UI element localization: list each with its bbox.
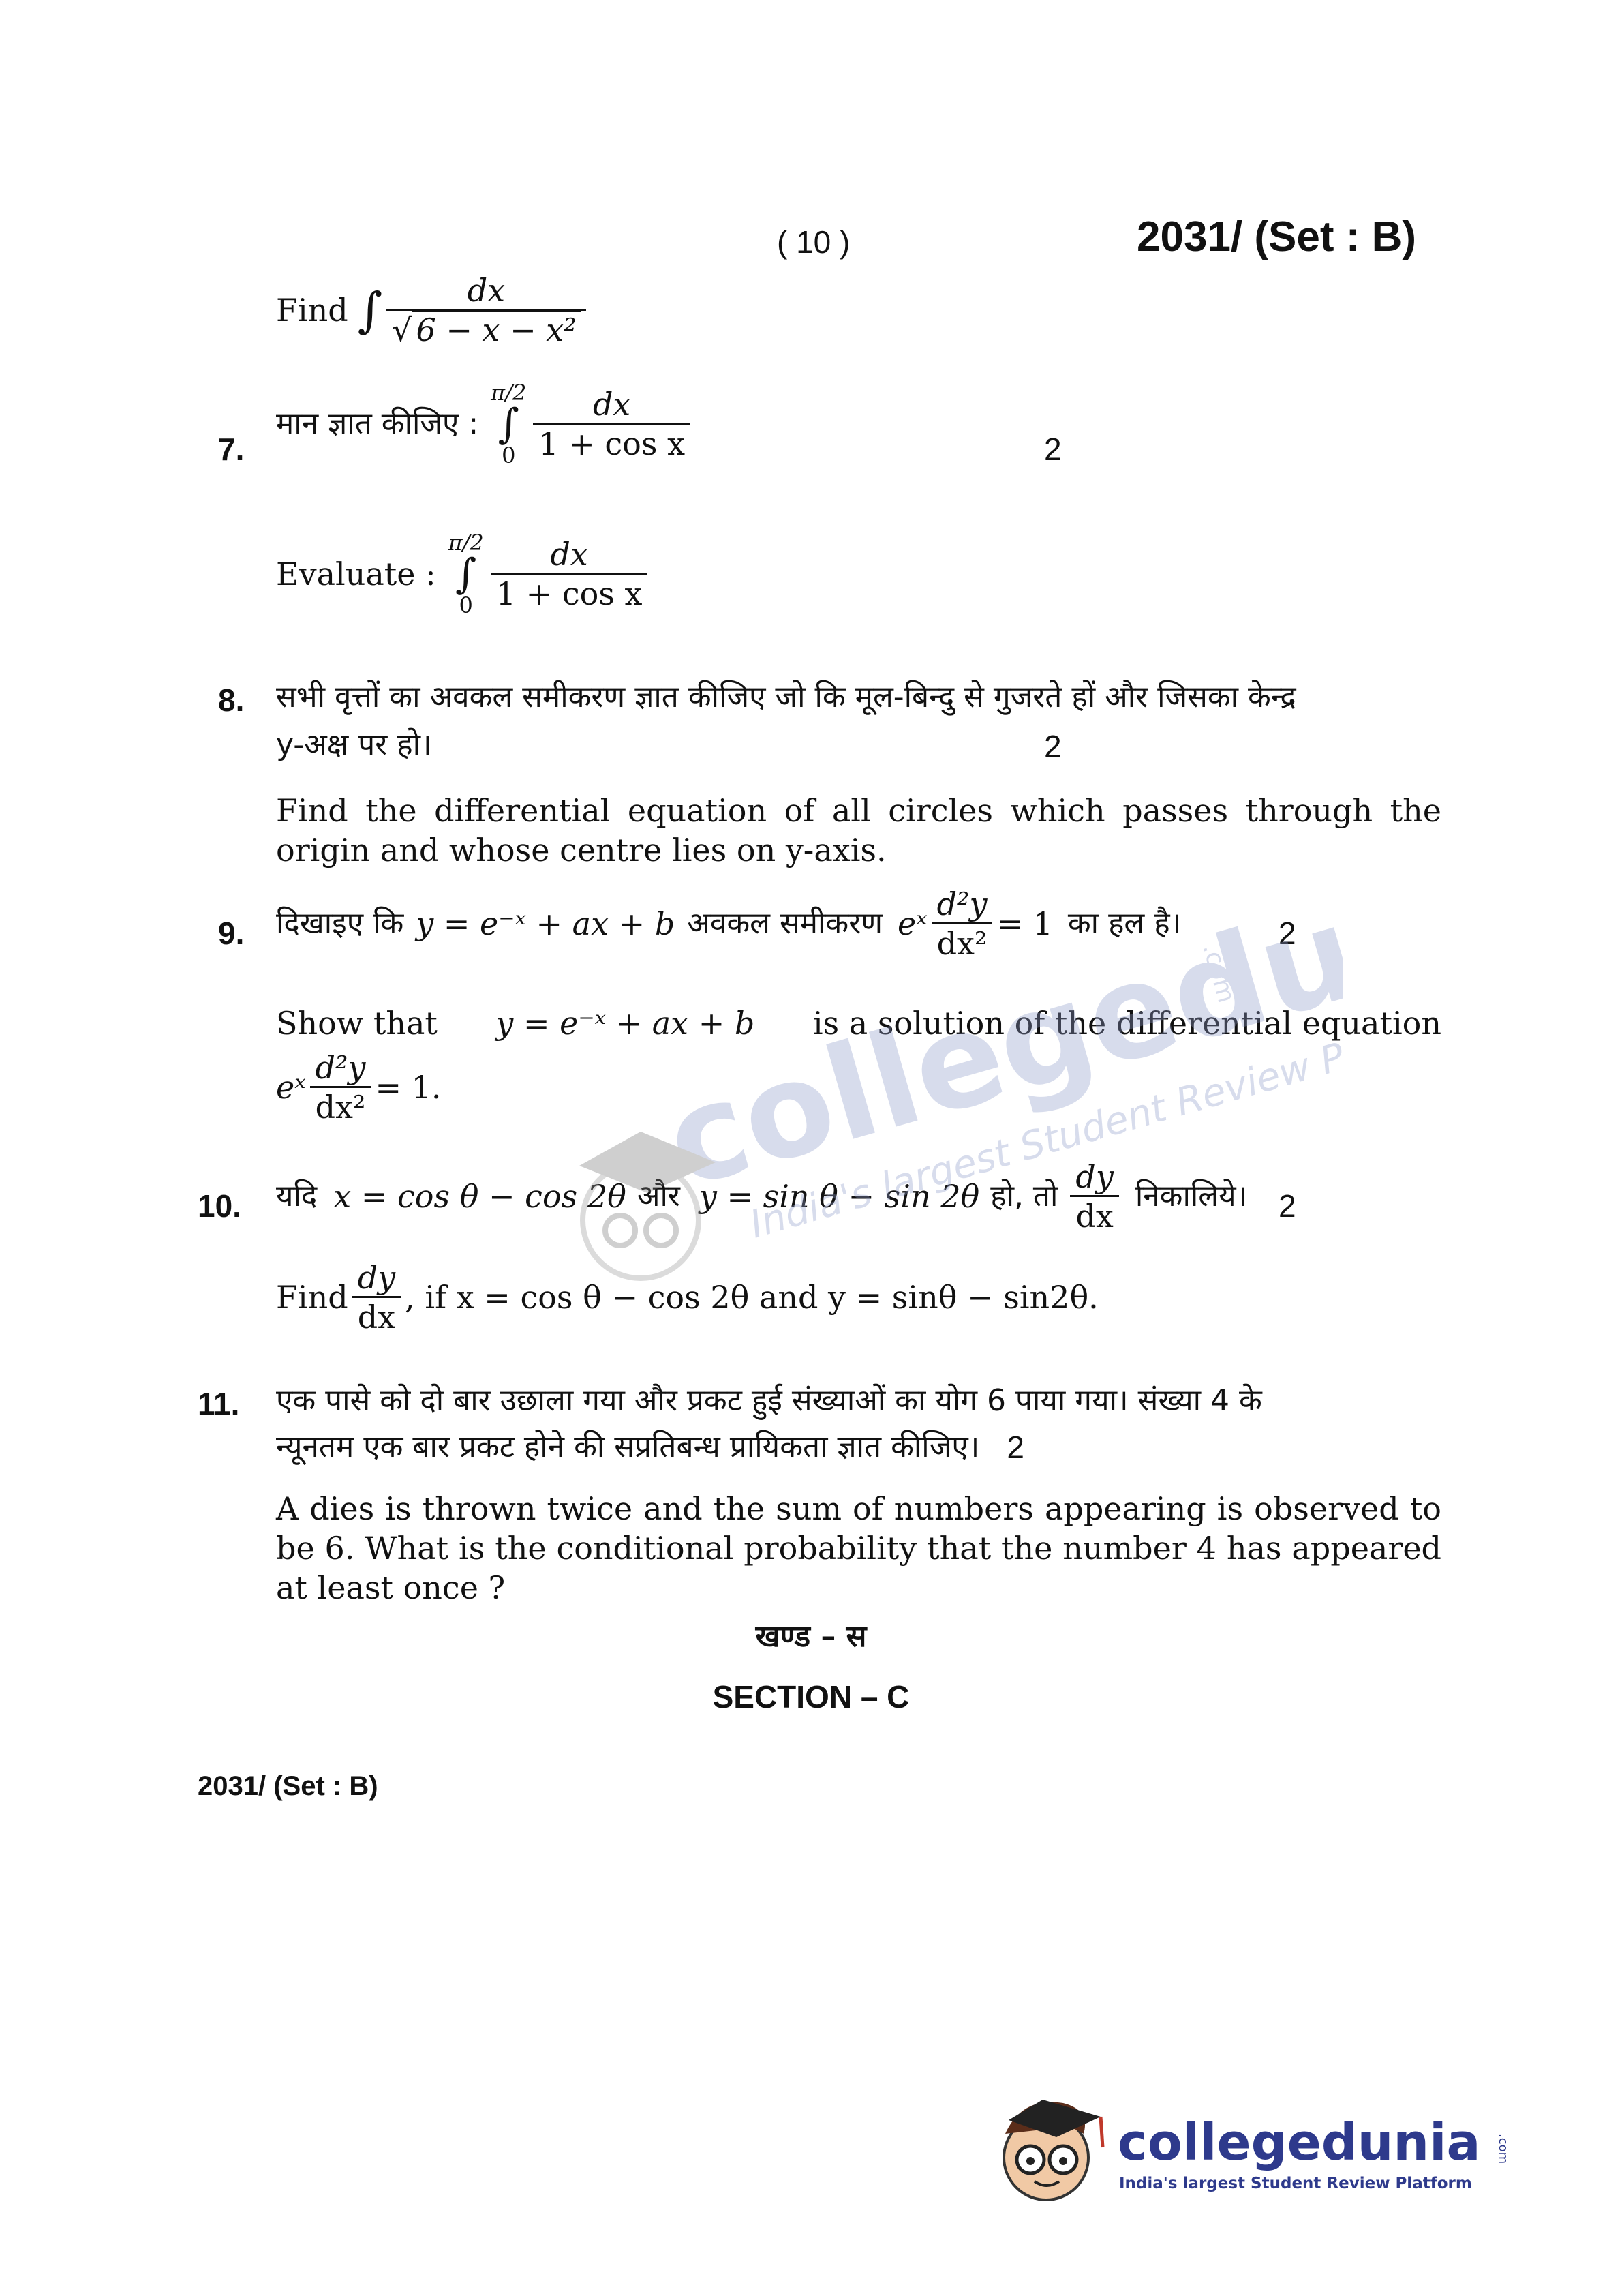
q6-numerator: dx <box>467 272 506 309</box>
q10-number: 10. <box>198 1188 241 1224</box>
q10-hi-then: हो, तो <box>990 1179 1058 1214</box>
q10-en-find: Find <box>276 1279 348 1316</box>
mascot-icon <box>1004 2100 1103 2200</box>
q10-en-numerator: dy <box>357 1259 396 1296</box>
collegedunia-logo <box>981 2079 1527 2216</box>
q9-en-denominator: dx² <box>310 1086 371 1126</box>
q11-hindi-line2-row <box>276 1423 1024 1471</box>
q9-number: 9. <box>218 916 245 951</box>
q9-marks: 2 <box>1279 916 1296 951</box>
q9-hi-mid: अवकल समीकरण <box>687 906 883 941</box>
q7-numerator: dx <box>592 385 631 423</box>
q6-fraction <box>386 273 585 348</box>
q10-en-denominator: dx <box>352 1296 401 1335</box>
q9-en-pre: Show that <box>276 1005 438 1042</box>
q6-english <box>276 273 590 348</box>
section-heading-english: SECTION – C <box>712 1679 910 1715</box>
q9-denominator: dx² <box>932 922 993 962</box>
q9-equals: = 1 <box>996 905 1053 943</box>
set-label: 2031/ (Set : B) <box>1137 213 1417 260</box>
q7-en-lower-limit: 0 <box>459 592 473 618</box>
q7-upper-limit: π/2 <box>491 380 527 406</box>
q10-x-expr: x = cos θ − cos 2θ <box>333 1178 626 1215</box>
page-number: ( 10 ) <box>777 224 851 260</box>
q10-marks: 2 <box>1279 1188 1296 1224</box>
logo-tagline: India's largest Student Review Platform <box>1119 2175 1472 2192</box>
q9-hindi <box>276 886 1181 962</box>
q9-en-expr: y = e⁻ˣ + ax + b <box>495 1005 755 1042</box>
q7-fraction <box>533 387 690 462</box>
integral-symbol: ∫ <box>498 400 519 448</box>
q9-numerator: d²y <box>936 886 988 922</box>
q9-ex: eˣ <box>898 905 928 943</box>
q6-radicand: 6 − x − x² <box>412 309 581 348</box>
q7-en-integral-limits <box>448 532 484 616</box>
q8-marks: 2 <box>1044 729 1062 764</box>
q9-hi-pre: दिखाइए कि <box>276 906 404 941</box>
q6-find-label: Find <box>276 292 348 329</box>
watermark-tagline: India's largest Student Review Platform <box>745 996 1343 1248</box>
q9-en-end: = 1. <box>375 1069 442 1106</box>
q7-en-fraction <box>491 537 648 612</box>
integral-symbol: ∫ <box>455 550 477 598</box>
q9-expr: y = e⁻ˣ + ax + b <box>416 905 675 943</box>
q11-marks: 2 <box>1007 1430 1024 1465</box>
q10-en-fraction <box>352 1260 401 1335</box>
q11-hindi-line2: न्यूनतम एक बार प्रकट होने की सप्रतिबन्ध प्रायिकता ज्ञात कीजिए। <box>276 1430 980 1464</box>
q8-english: Find the differential equation of all circles which passes through the origin and whose centre lies on y-axis. <box>276 792 1441 868</box>
q7-hindi-text: मान ज्ञात कीजिए : <box>276 406 479 441</box>
q9-en-post: is a solution of the differential equation <box>812 1005 1441 1042</box>
q9-en-numerator: d²y <box>315 1049 366 1086</box>
q10-numerator: dy <box>1075 1158 1114 1195</box>
q7-denominator: 1 + cos x <box>533 423 690 462</box>
q10-fraction <box>1070 1159 1118 1235</box>
q9-english-line1 <box>276 1003 1441 1043</box>
q10-hi-post: निकालिये। <box>1135 1179 1248 1214</box>
q8-hindi-line1: सभी वृत्तों का अवकल समीकरण ज्ञात कीजिए जो कि मूल-बिन्दु से गुजरते हों और जिसका केन्द्र <box>276 680 1296 714</box>
q11-number: 11. <box>198 1386 240 1421</box>
q10-hi-pre: यदि <box>276 1179 318 1214</box>
q9-english-line2 <box>276 1050 442 1126</box>
q9-hi-post: का हल है। <box>1067 906 1182 941</box>
q11-english: A dies is thrown twice and the sum of numbers appearing is observed to be 6. What is the conditional probability that the number 4 has appeared at least once ? <box>276 1490 1441 1606</box>
logo-name: collegedunia <box>1118 2113 1481 2172</box>
q11-hindi-line1: एक पासे को दो बार उछाला गया और प्रकट हुई संख्याओं का योग 6 पाया गया। संख्या 4 के <box>276 1383 1262 1418</box>
q6-denominator: √ 6 − x − x² <box>386 309 585 348</box>
q7-hindi <box>276 382 694 466</box>
q7-integral-limits <box>491 382 526 466</box>
q8-hindi-line2: y-अक्ष पर हो। <box>276 727 432 762</box>
watermark-com: .com <box>1197 940 1241 1006</box>
logo-com: .com <box>1496 2134 1510 2164</box>
watermark-name: collegedunia <box>650 907 1343 1218</box>
q7-en-numerator: dx <box>550 535 588 573</box>
q10-denominator: dx <box>1070 1195 1118 1235</box>
q7-en-upper-limit: π/2 <box>448 530 484 556</box>
q7-en-denominator: 1 + cos x <box>491 573 648 612</box>
integral-symbol: ∫ <box>357 282 383 339</box>
q9-fraction <box>932 886 993 962</box>
q7-number: 7. <box>218 432 245 467</box>
footer-set-label: 2031/ (Set : B) <box>198 1771 378 1801</box>
q9-en-fraction <box>310 1050 371 1126</box>
q7-lower-limit: 0 <box>502 442 516 468</box>
q10-hi-and: और <box>637 1179 680 1214</box>
q9-en-ex: eˣ <box>276 1069 306 1106</box>
q10-y-expr: y = sin θ − sin 2θ <box>699 1178 980 1215</box>
q10-hindi <box>276 1159 1247 1235</box>
q7-english-text: Evaluate : <box>276 556 436 592</box>
q7-english <box>276 532 652 616</box>
q10-english <box>276 1260 1099 1335</box>
logo-graphic <box>981 2079 1527 2216</box>
q7-marks: 2 <box>1044 432 1062 467</box>
q8-number: 8. <box>218 682 245 718</box>
section-heading-hindi: खण्ड – स <box>755 1619 867 1654</box>
q10-en-rest: , if x = cos θ − cos 2θ and y = sinθ − sin2θ. <box>405 1279 1099 1316</box>
